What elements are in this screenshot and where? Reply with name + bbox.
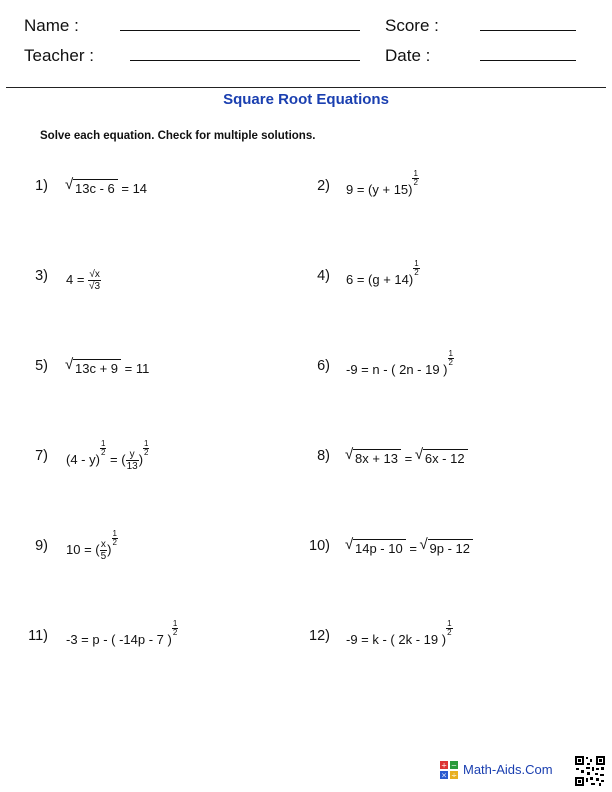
expr-text: (4 - y)	[66, 452, 100, 467]
expr-text: 10 = (	[66, 542, 100, 557]
svg-text:×: ×	[441, 771, 447, 779]
expr-text: = 14	[117, 181, 148, 196]
radical-sign-icon: √	[414, 446, 424, 463]
fraction-denominator: √3	[89, 281, 101, 292]
radical	[345, 446, 401, 466]
expr-text: 6 = (g + 14)	[346, 272, 414, 287]
problem-number: 6)	[317, 358, 330, 374]
exponent-numerator: 1	[414, 259, 419, 268]
problem-number: 2)	[317, 178, 330, 194]
radicand: 14p - 10	[353, 539, 406, 556]
radical	[65, 356, 121, 376]
radical	[419, 536, 473, 556]
problem-equation	[65, 356, 150, 376]
problem-number: 11)	[28, 628, 48, 644]
exponent-denominator: 2	[100, 448, 106, 457]
problem-number: 10)	[309, 538, 330, 554]
exponent-numerator: 1	[413, 169, 418, 178]
exponent-denominator: 2	[447, 628, 452, 637]
date-blank[interactable]	[480, 60, 576, 61]
svg-text:+: +	[441, 761, 447, 770]
problem-number: 12)	[309, 628, 330, 644]
problem-equation	[66, 619, 178, 647]
exponent-numerator: 1	[448, 349, 453, 358]
expr-text: )	[138, 452, 144, 467]
problem-number: 7)	[35, 448, 48, 464]
score-label: Score :	[385, 16, 439, 35]
fraction	[88, 269, 101, 292]
problem-number: 4)	[317, 268, 330, 284]
expr-text: -9 = k - ( 2k - 19 )	[346, 632, 447, 647]
radicand: 13c + 9	[73, 359, 121, 376]
exponent-denominator: 2	[172, 628, 178, 637]
radicand: 8x + 13	[353, 449, 401, 466]
instructions: Solve each equation. Check for multiple solutions.	[40, 130, 316, 142]
exponent-numerator: 1	[100, 439, 106, 448]
name-label: Name :	[24, 16, 79, 35]
qr-code-icon	[574, 755, 606, 787]
problem-equation	[345, 536, 473, 556]
exponent-numerator: 1	[112, 529, 117, 538]
fraction-numerator: x	[100, 539, 106, 551]
radical-sign-icon: √	[65, 176, 74, 193]
expr-text: )	[107, 542, 112, 557]
brand-link[interactable]: Math-Aids.Com	[463, 762, 553, 777]
svg-text:−: −	[451, 761, 457, 770]
score-blank[interactable]	[480, 30, 576, 31]
problem-number: 8)	[317, 448, 330, 464]
exponent-numerator: 1	[172, 619, 178, 628]
problem-equation	[346, 619, 453, 647]
fraction-exponent	[412, 170, 418, 187]
header-divider	[6, 87, 606, 88]
problem-number: 1)	[35, 178, 48, 194]
radicand: 9p - 12	[428, 539, 473, 556]
expr-text: 4 =	[66, 271, 89, 287]
radicand: 13c - 6	[73, 179, 118, 196]
radicand: 6x - 12	[423, 449, 468, 466]
problem-number: 3)	[35, 268, 48, 284]
radical	[65, 176, 118, 196]
radical-sign-icon: √	[65, 356, 74, 373]
fraction-numerator: y	[126, 449, 139, 461]
fraction-exponent	[172, 620, 178, 637]
problem-equation	[65, 176, 148, 196]
radical	[345, 536, 406, 556]
fraction-exponent	[100, 440, 106, 457]
date-label: Date :	[385, 46, 431, 65]
name-blank[interactable]	[120, 30, 360, 31]
fraction	[126, 449, 139, 472]
fraction-denominator: 13	[126, 461, 138, 473]
problem-equation	[346, 169, 419, 197]
problem-equation	[346, 259, 420, 287]
expr-text: -9 = n - ( 2n - 19 )	[346, 362, 448, 377]
exponent-denominator: 2	[144, 448, 149, 457]
teacher-label: Teacher :	[24, 46, 94, 65]
fraction-exponent	[448, 350, 454, 367]
problem-equation	[346, 349, 454, 377]
radical-sign-icon: √	[345, 536, 354, 553]
fraction-exponent	[112, 530, 118, 547]
problem-equation	[66, 439, 149, 473]
expr-text: =	[401, 451, 416, 466]
radical	[414, 446, 468, 466]
exponent-denominator: 2	[448, 358, 453, 367]
math-aids-logo-icon	[440, 761, 458, 779]
expr-text: 9 = (y + 15)	[346, 182, 413, 197]
radical-sign-icon: √	[345, 446, 354, 463]
problem-equation	[345, 446, 468, 466]
exponent-denominator: 2	[414, 268, 419, 277]
worksheet-title: Square Root Equations	[223, 91, 389, 108]
svg-text:÷: ÷	[451, 771, 457, 779]
expr-text: = 11	[121, 361, 150, 376]
fraction-denominator: 5	[100, 551, 107, 563]
exponent-numerator: 1	[144, 439, 149, 448]
fraction-exponent	[446, 620, 452, 637]
exponent-numerator: 1	[447, 619, 452, 628]
exponent-denominator: 2	[112, 538, 117, 547]
expr-text: = (	[106, 452, 126, 467]
radical-sign-icon: √	[419, 536, 428, 553]
expr-text: -3 = p - ( -14p - 7 )	[66, 632, 172, 647]
problem-equation	[66, 529, 118, 563]
problem-number: 9)	[35, 538, 48, 554]
teacher-blank[interactable]	[130, 60, 360, 61]
exponent-denominator: 2	[413, 178, 418, 187]
problem-equation	[66, 269, 101, 292]
expr-text: =	[405, 541, 421, 556]
fraction-numerator: √x	[89, 269, 100, 280]
fraction-exponent	[413, 260, 419, 277]
fraction-exponent	[143, 440, 149, 457]
problem-number: 5)	[35, 358, 48, 374]
